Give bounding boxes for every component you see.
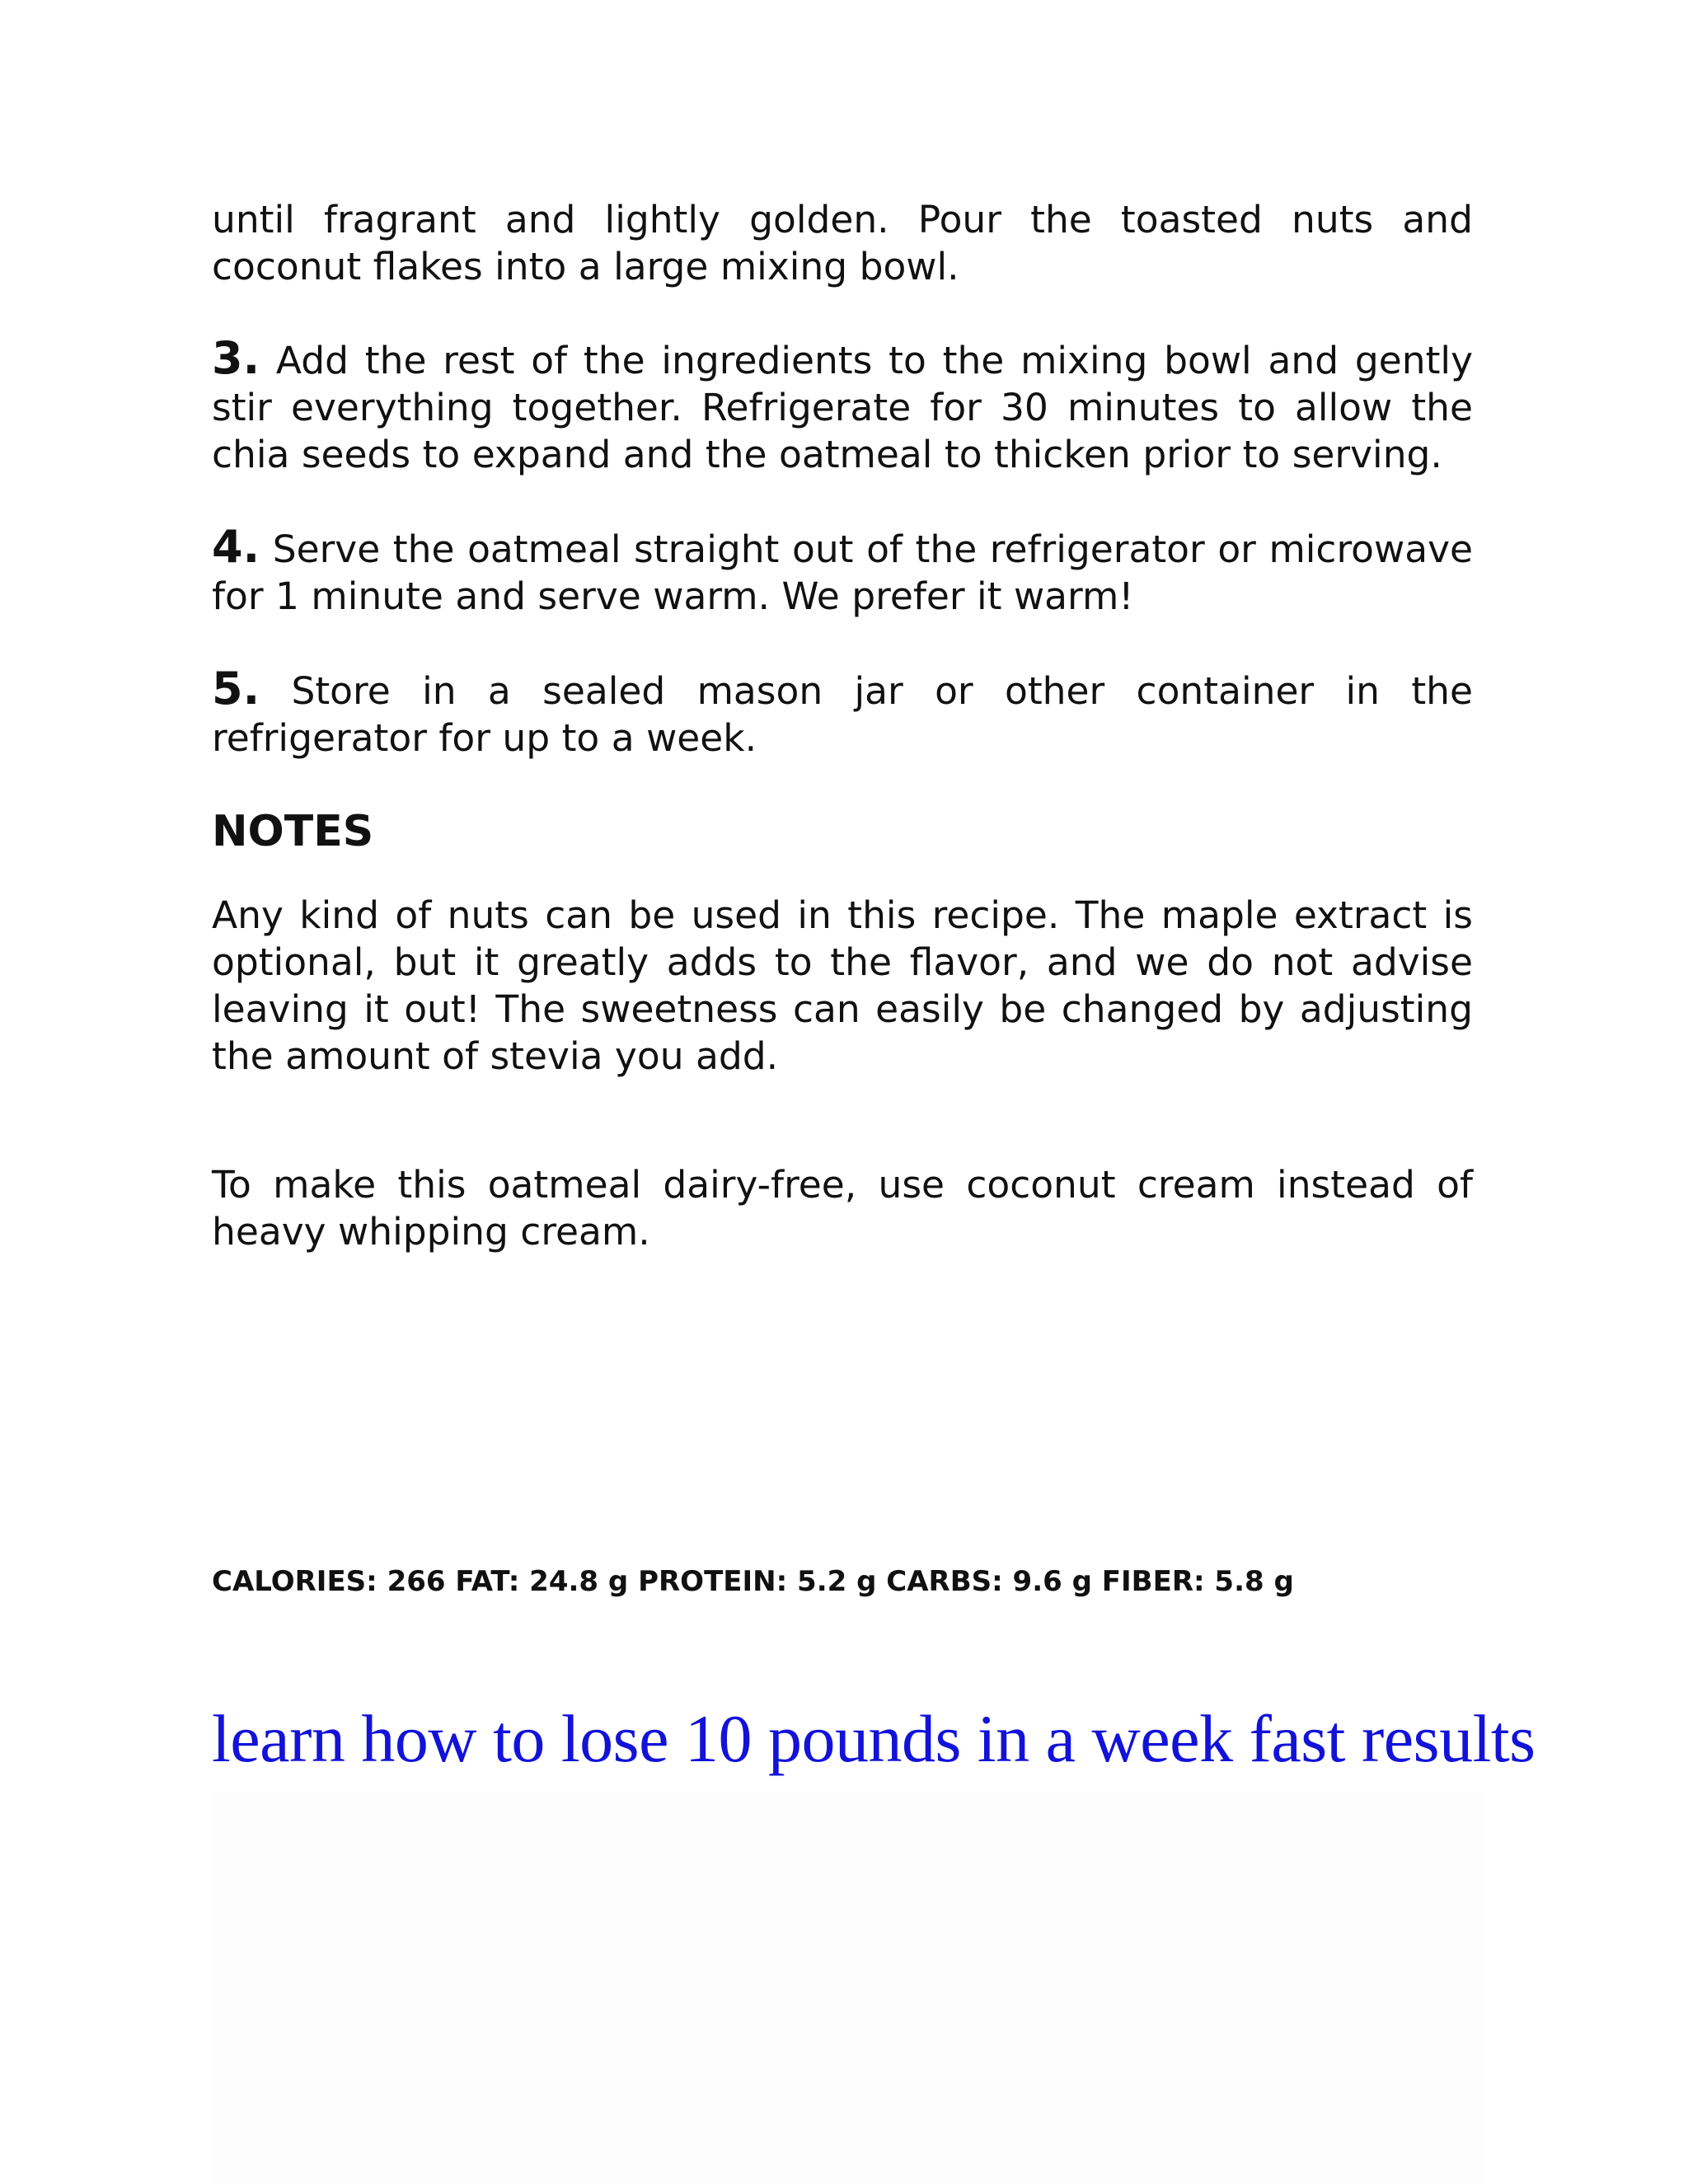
step-number: 5.: [212, 663, 260, 715]
ad-placeholder: [212, 1793, 1481, 2184]
notes-paragraph: To make this oatmeal dairy-free, use coconut cream instead of heavy whipping cream.: [212, 1163, 1473, 1254]
notes-paragraph: Any kind of nuts can be used in this recipe. The maple extract is optional, but it greatly adds to the flavor, and we do not advise leaving it out! The sweetness can easily be changed by adjusting the amount of stevia you add.: [212, 893, 1473, 1078]
step-number: 4.: [212, 521, 260, 573]
notes-heading: NOTES: [212, 807, 374, 856]
step-text: Add the rest of the ingredients to the mixing bowl and gently stir everything together. Refrigerate for 30 minutes to allow the chia seeds to expand and the oatmeal to thicken prior to serving.: [212, 339, 1473, 476]
step-text: Serve the oatmeal straight out of the refrigerator or microwave for 1 minute and serve warm. We prefer it warm!: [212, 527, 1473, 618]
recipe-content: [212, 196, 1473, 1255]
instruction-step-3: [212, 332, 1473, 478]
step-text: Store in a sealed mason jar or other container in the refrigerator for up to a week.: [212, 669, 1473, 760]
ad-link[interactable]: learn how to lose 10 pounds in a week fast results: [212, 1701, 1536, 1776]
instruction-continuation: until fragrant and lightly golden. Pour the toasted nuts and coconut flakes into a large mixing bowl.: [212, 198, 1473, 288]
instruction-step-4: [212, 523, 1473, 620]
step-number: 3.: [212, 332, 260, 384]
instruction-step-5: [212, 665, 1473, 762]
nutrition-facts: CALORIES: 266 FAT: 24.8 g PROTEIN: 5.2 g CARBS: 9.6 g FIBER: 5.8 g: [212, 1565, 1294, 1598]
